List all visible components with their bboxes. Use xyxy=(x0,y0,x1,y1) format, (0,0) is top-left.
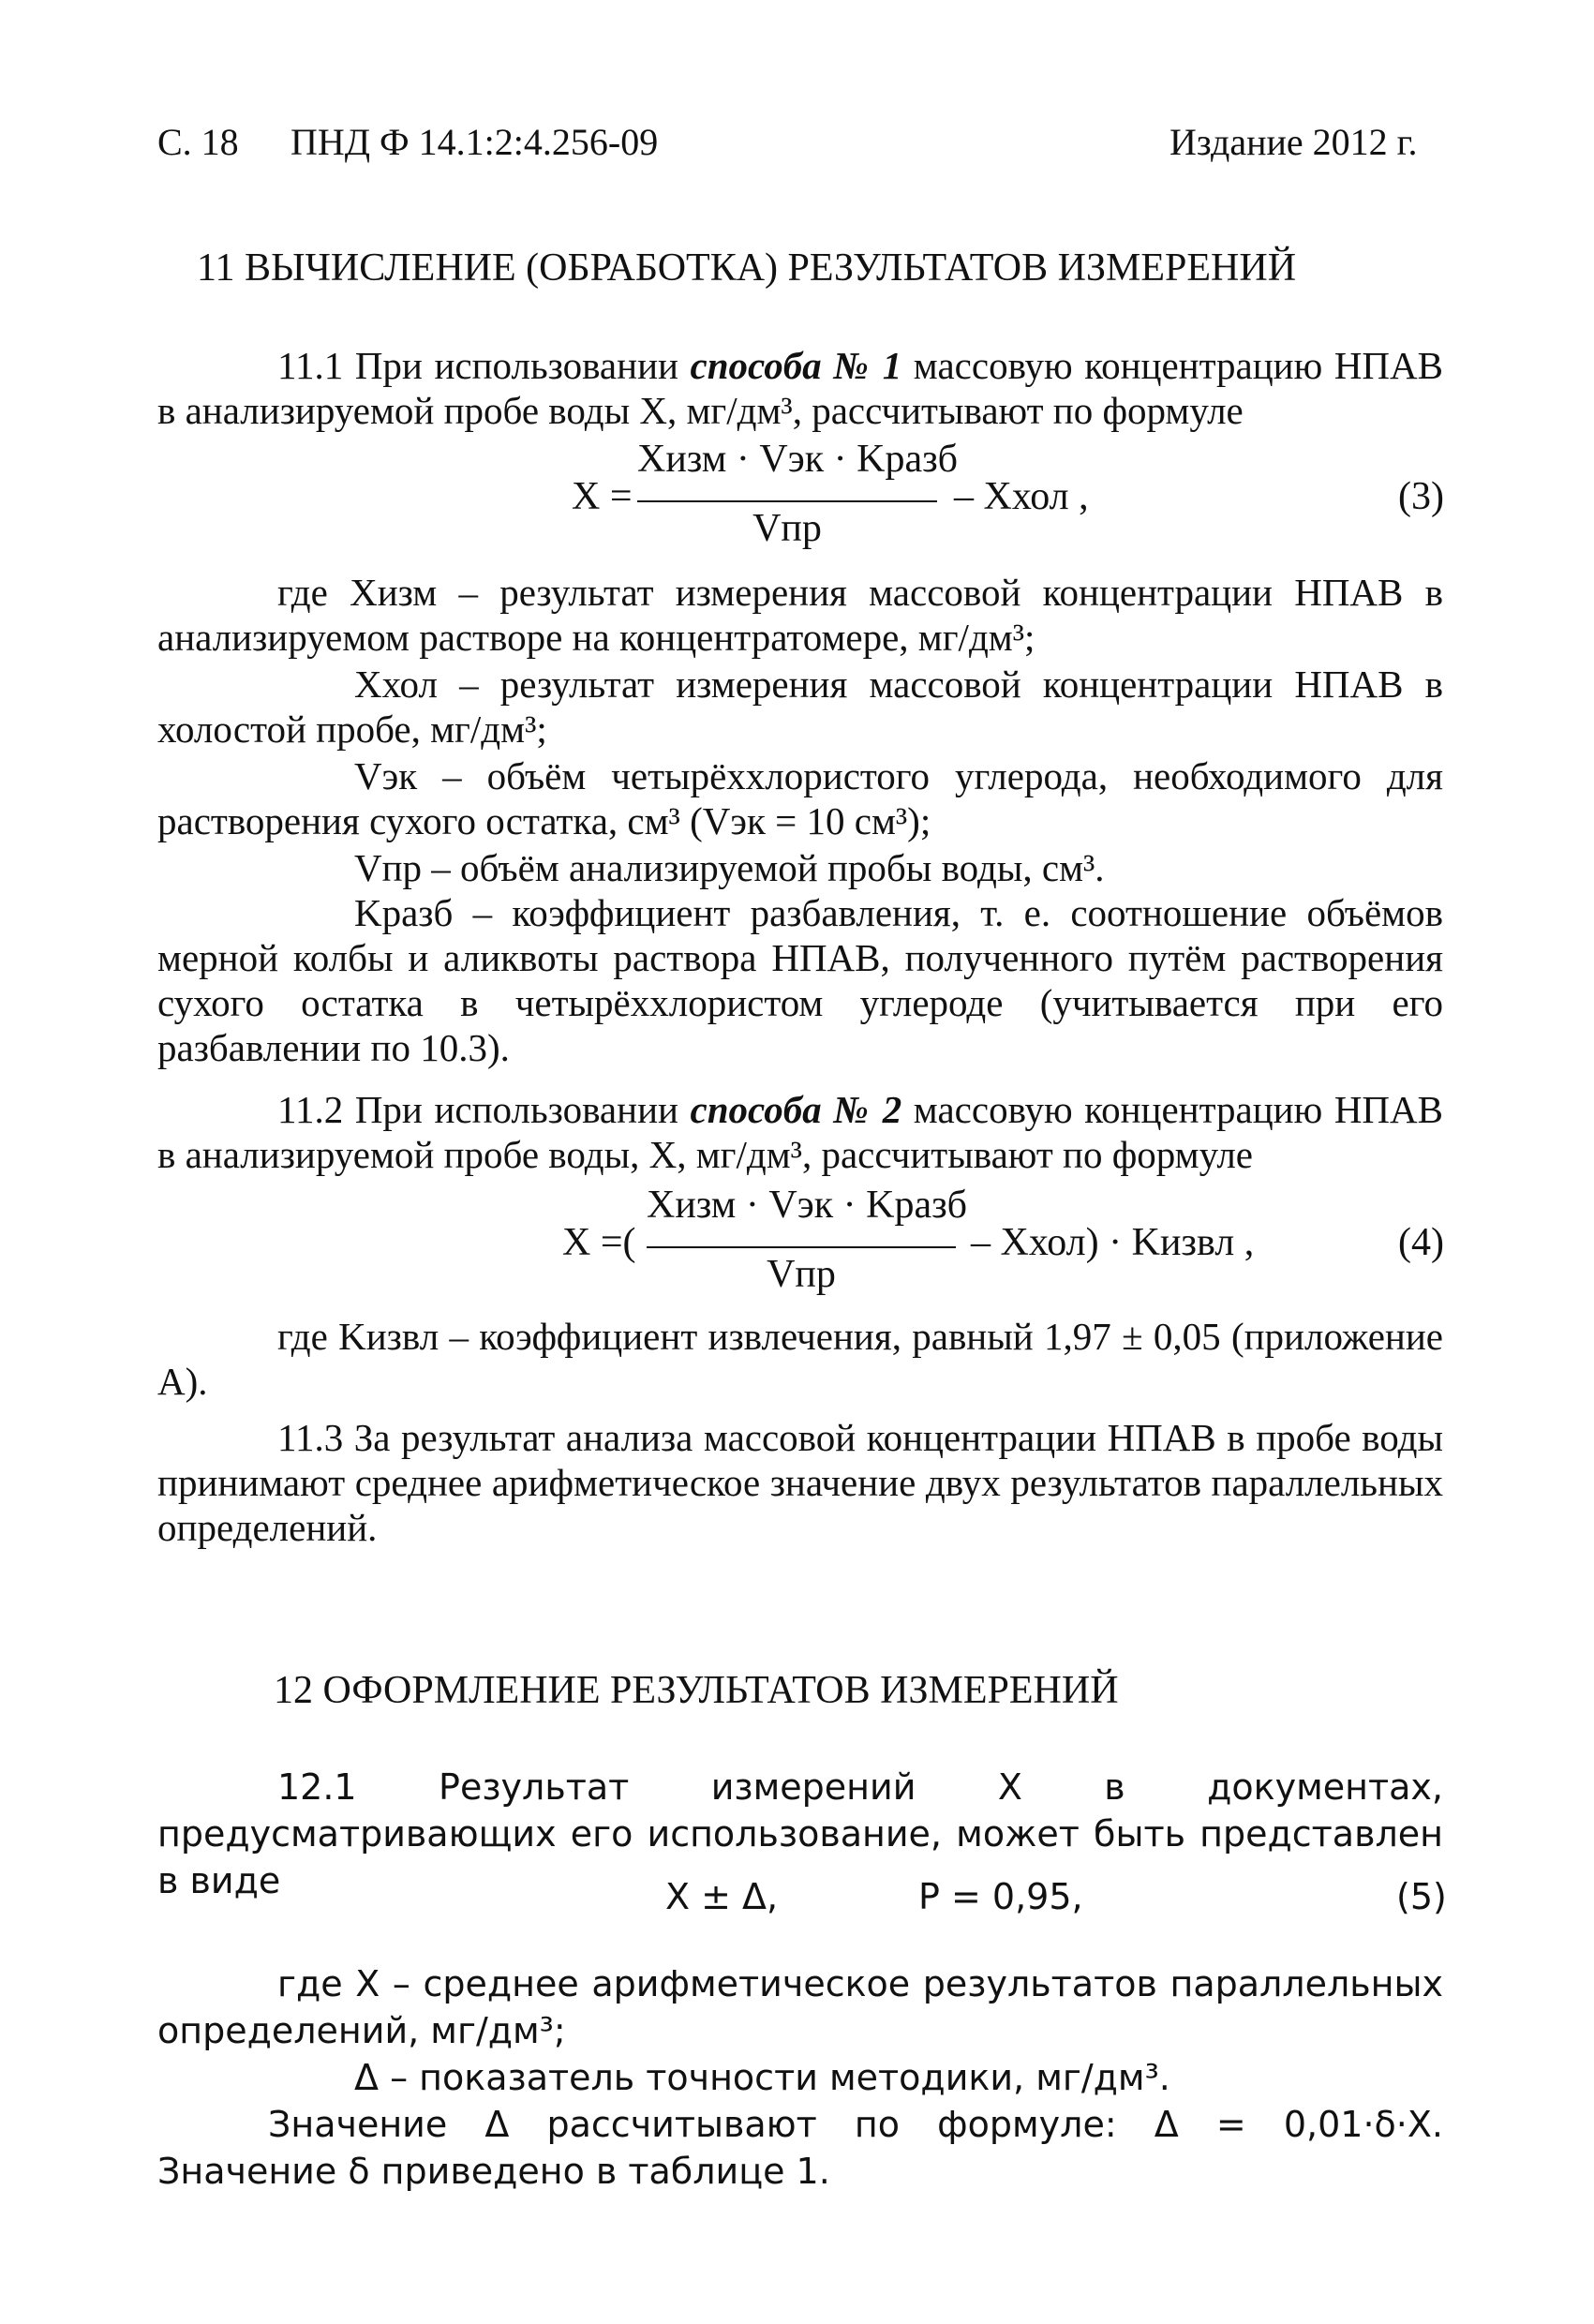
paragraph-11-2: 11.2 При использовании способа № 2 массовую концентрацию НПАВ в анализируемой пробе воды, X, мг/дм³, рассчитывают по формуле xyxy=(157,1088,1443,1176)
method-1-label: способа № 1 xyxy=(690,344,902,387)
formula-4-denominator: Vпр xyxy=(767,1253,836,1296)
paragraph-11-3: 11.3 За результат анализа массовой концентрации НПАВ в пробе воды принимают среднее арифметическое значение двух результатов параллельных определений. xyxy=(157,1416,1443,1549)
formula-3-fraction-bar xyxy=(637,500,937,502)
formula-3-numerator: Xизм · Vэк · Kразб xyxy=(637,438,959,481)
definition-k-razb: Kразб – коэффициент разбавления, т. е. соотношение объёмов мерной колбы и аликвоты раствора НПАВ, полученного путём растворения сухого остатка в четырёххлористом углероде (учитывается при его разбавлении по 10.3). xyxy=(157,891,1443,1069)
formula-4-lhs: X =( xyxy=(562,1221,636,1264)
edition-label: Издание 2012 г. xyxy=(1169,121,1418,163)
formula-3-tail: – Xхол , xyxy=(954,475,1089,518)
document-code: ПНД Ф 14.1:2:4.256-09 xyxy=(290,121,659,163)
definition-x-izm: где Xизм – результат измерения массовой концентрации НПАВ в анализируемом растворе на концентратомере, мг/дм³; xyxy=(157,571,1443,659)
formula-5-expression: X ± Δ, xyxy=(665,1876,779,1917)
paragraph-11-1: 11.1 При использовании способа № 1 массовую концентрацию НПАВ в анализируемой пробе воды X, мг/дм³, рассчитывают по формуле xyxy=(157,344,1443,432)
formula-5-probability: P = 0,95, xyxy=(918,1876,1083,1917)
definition-v-ek: Vэк – объём четырёххлористого углерода, необходимого для растворения сухого остатка, см³ (Vэк = 10 см³); xyxy=(157,754,1443,842)
formula-3-number: (3) xyxy=(1398,475,1444,518)
definition-x-bar: где X – среднее арифметическое результатов параллельных определений, мг/дм³; xyxy=(157,1963,1443,2051)
definition-v-pr: Vпр – объём анализируемой пробы воды, см³. xyxy=(354,846,1105,889)
definition-x-hol: Xхол – результат измерения массовой концентрации НПАВ в холостой пробе, мг/дм³; xyxy=(157,663,1443,751)
formula-4-tail: – Xхол) · Kизвл , xyxy=(971,1221,1255,1264)
paragraph-12-1: 12.1 Результат измерений X в документах, предусматривающих его использование, может быть представлен в виде xyxy=(157,1766,1443,1901)
formula-5-number: (5) xyxy=(1396,1876,1447,1917)
formula-3-lhs: X = xyxy=(572,475,633,518)
page-number: С. 18 xyxy=(157,121,239,163)
formula-4-fraction-bar xyxy=(647,1246,956,1248)
section-12-title: 12 ОФОРМЛЕНИЕ РЕЗУЛЬТАТОВ ИЗМЕРЕНИЙ xyxy=(274,1669,1119,1712)
method-2-label: способа № 2 xyxy=(690,1088,902,1131)
formula-4-number: (4) xyxy=(1398,1221,1444,1264)
formula-3-denominator: Vпр xyxy=(752,507,822,550)
definition-k-izvl: где Kизвл – коэффициент извлечения, равный 1,97 ± 0,05 (приложение А). xyxy=(157,1315,1443,1403)
formula-4-numerator: Xизм · Vэк · Kразб xyxy=(647,1184,968,1227)
paragraph-delta-formula: Значение Δ рассчитывают по формуле: Δ = 0,01·δ·X. Значение δ приведено в таблице 1. xyxy=(157,2104,1443,2192)
section-11-title: 11 ВЫЧИСЛЕНИЕ (ОБРАБОТКА) РЕЗУЛЬТАТОВ ИЗМЕРЕНИЙ xyxy=(197,246,1297,290)
definition-delta: Δ – показатель точности методики, мг/дм³. xyxy=(354,2057,1170,2098)
